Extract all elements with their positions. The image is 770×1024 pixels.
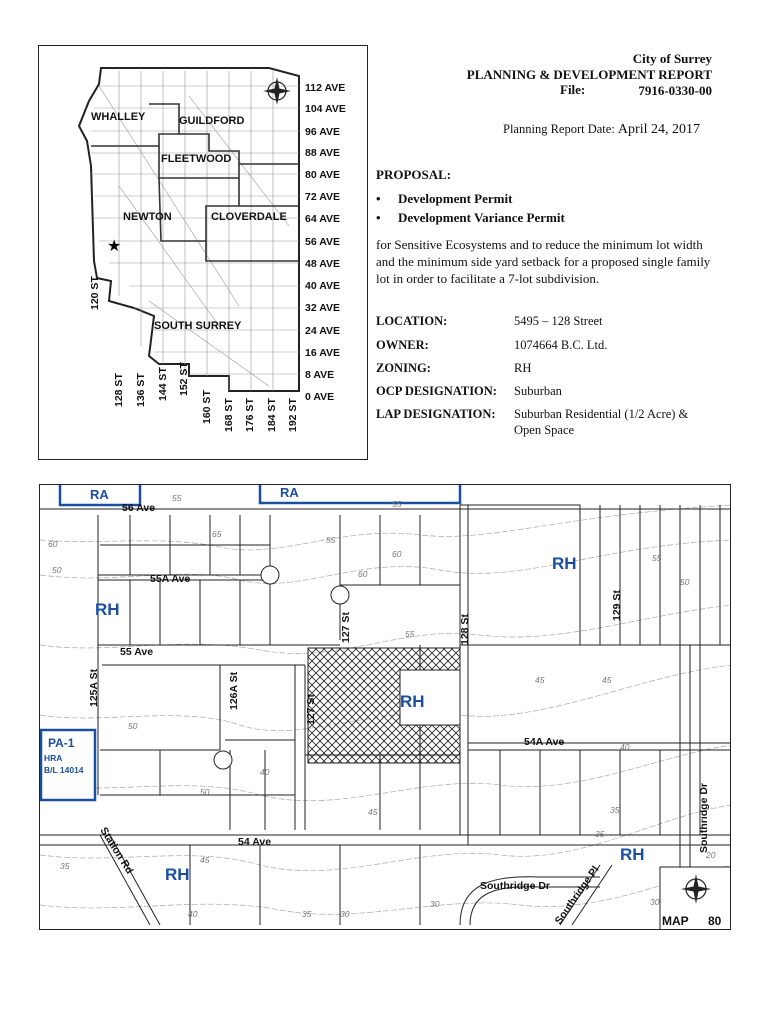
map-number: 80 — [708, 914, 722, 928]
contour-label: 60 — [48, 539, 58, 549]
street-label: 168 ST — [223, 398, 235, 432]
street-label: 184 ST — [266, 398, 278, 432]
avenue-label: 24 AVE — [305, 325, 341, 337]
zone-label: RH — [552, 554, 577, 573]
zone-label: RH — [620, 845, 645, 864]
detail-label: LOCATION: — [376, 314, 448, 328]
avenue-label: 16 AVE — [305, 347, 341, 359]
avenue-label: 48 AVE — [305, 258, 341, 270]
street-label: 144 ST — [157, 367, 169, 401]
contour-label: 65 — [212, 529, 222, 539]
road-label: Southridge Dr — [698, 783, 710, 853]
road-label: 54 Ave — [238, 836, 272, 848]
contour-label: 20 — [706, 850, 716, 860]
site-map — [39, 484, 731, 930]
road-label: 127 St — [305, 694, 317, 725]
avenue-label: 0 AVE — [305, 391, 335, 403]
proposal-list — [376, 191, 565, 229]
detail-value: 5495 – 128 Street — [514, 314, 603, 328]
detail-value: Suburban Residential (1/2 Acre) & Open Space — [514, 407, 689, 437]
contour-label: 55 — [326, 535, 336, 545]
cul-de-sac — [214, 751, 232, 769]
contour-label: 35 — [60, 861, 70, 871]
road-label: 128 St — [459, 614, 471, 645]
road-label: 125A St — [88, 668, 100, 707]
zone-label: RH — [165, 865, 190, 884]
area-label: SOUTH SURREY — [154, 320, 242, 332]
site-location-star-icon: ★ — [107, 236, 122, 255]
contour-label: 55 — [405, 629, 415, 639]
contour-label: 50 — [200, 787, 210, 797]
contour-label: 55 — [172, 493, 182, 503]
detail-label: OCP DESIGNATION: — [376, 384, 497, 398]
detail-label: LAP DESIGNATION: — [376, 407, 496, 421]
street-label: 160 ST — [201, 390, 213, 424]
road-label: Southridge Pl — [552, 863, 602, 927]
pa-zone-sublabel: B/L 14014 — [44, 765, 84, 775]
avenue-label: 72 AVE — [305, 191, 341, 203]
contour-label: 40 — [188, 909, 198, 919]
detail-value: 1074664 B.C. Ltd. — [514, 338, 608, 352]
area-label: GUILDFORD — [179, 115, 245, 127]
contour-label: 50 — [128, 721, 138, 731]
report-date — [503, 122, 700, 138]
avenue-label: 112 AVE — [305, 82, 346, 94]
road-label: 56 Ave — [122, 502, 156, 514]
file-number: 7916-0330-00 — [638, 83, 712, 98]
report-date-value: April 24, 2017 — [617, 122, 700, 137]
avenue-label: 96 AVE — [305, 126, 341, 138]
cul-de-sac — [331, 586, 349, 604]
contour-label: 45 — [535, 675, 545, 685]
zone-label: RH — [95, 600, 120, 619]
road-label: 55A Ave — [150, 573, 191, 585]
area-label: NEWTON — [123, 211, 172, 223]
list-item: • Development Permit — [376, 191, 513, 206]
contour-label: 45 — [368, 807, 378, 817]
report-title: PLANNING & DEVELOPMENT REPORT — [466, 67, 712, 82]
map-label: MAP — [662, 914, 689, 928]
overview-map-graphic — [39, 46, 369, 461]
detail-value: RH — [514, 361, 532, 375]
avenue-label: 88 AVE — [305, 147, 341, 159]
report-date-label: Planning Report Date: — [503, 122, 615, 136]
contour-label: 55 — [392, 499, 402, 509]
street-label: 192 ST — [287, 398, 299, 432]
city-name: City of Surrey — [632, 51, 712, 66]
detail-label: OWNER: — [376, 338, 429, 352]
street-label: 120 ST — [89, 276, 101, 310]
avenue-label: 32 AVE — [305, 302, 341, 314]
street-label: 136 ST — [135, 373, 147, 407]
avenue-label: 80 AVE — [305, 169, 341, 181]
street-label: 128 ST — [113, 373, 125, 407]
area-label: CLOVERDALE — [211, 211, 287, 223]
street-label: 152 ST — [178, 362, 190, 396]
overview-map — [38, 45, 368, 460]
street-label: 176 ST — [244, 398, 256, 432]
area-label: FLEETWOOD — [161, 153, 232, 165]
contour-label: 40 — [620, 742, 630, 752]
road-label: 54A Ave — [524, 736, 565, 748]
proposal-heading: PROPOSAL: — [376, 167, 452, 182]
file-label: File: — [560, 82, 586, 97]
contour-label: 35 — [595, 829, 605, 839]
contour-label: 60 — [358, 569, 368, 579]
site-map-graphic — [40, 485, 731, 930]
contour-label: 45 — [602, 675, 612, 685]
detail-value: Suburban — [514, 384, 562, 398]
contour-label: 30 — [340, 909, 350, 919]
contour-label: 30 — [650, 897, 660, 907]
zone-label: RA — [90, 487, 109, 502]
avenue-label: 104 AVE — [305, 103, 346, 115]
contour-label: 30 — [430, 899, 440, 909]
proposal-description: for Sensitive Ecosystems and to reduce the minimum lot width and the minimum side yard setback for a proposed single family lot in order to facilitate a 7-lot subdivision. — [376, 237, 711, 286]
detail-label: ZONING: — [376, 361, 431, 375]
road-label: 55 Ave — [120, 646, 154, 658]
road-label: 126A St — [228, 671, 240, 710]
avenue-label: 8 AVE — [305, 369, 335, 381]
contour-label: 50 — [52, 565, 62, 575]
avenue-label: 64 AVE — [305, 213, 341, 225]
road-label: 129 St — [611, 590, 623, 621]
cul-de-sac — [261, 566, 279, 584]
avenue-label: 56 AVE — [305, 236, 341, 248]
contour-label: 45 — [200, 855, 210, 865]
pa-zone-label: PA-1 — [48, 736, 75, 750]
zone-label: RA — [280, 485, 299, 500]
contour-label: 55 — [652, 553, 662, 563]
road-label: Station Rd — [97, 825, 136, 877]
contour-label: 35 — [302, 909, 312, 919]
road-label: 127 St — [340, 612, 352, 643]
zone-label: RH — [400, 692, 425, 711]
area-label: WHALLEY — [91, 111, 146, 123]
avenue-label: 40 AVE — [305, 280, 341, 292]
road-label: Southridge Dr — [480, 880, 550, 892]
list-item: • Development Variance Permit — [376, 210, 565, 225]
contour-label: 40 — [260, 767, 270, 777]
contour-label: 60 — [392, 549, 402, 559]
contour-label: 50 — [680, 577, 690, 587]
contour-label: 35 — [610, 805, 620, 815]
pa-zone-sublabel: HRA — [44, 753, 63, 763]
